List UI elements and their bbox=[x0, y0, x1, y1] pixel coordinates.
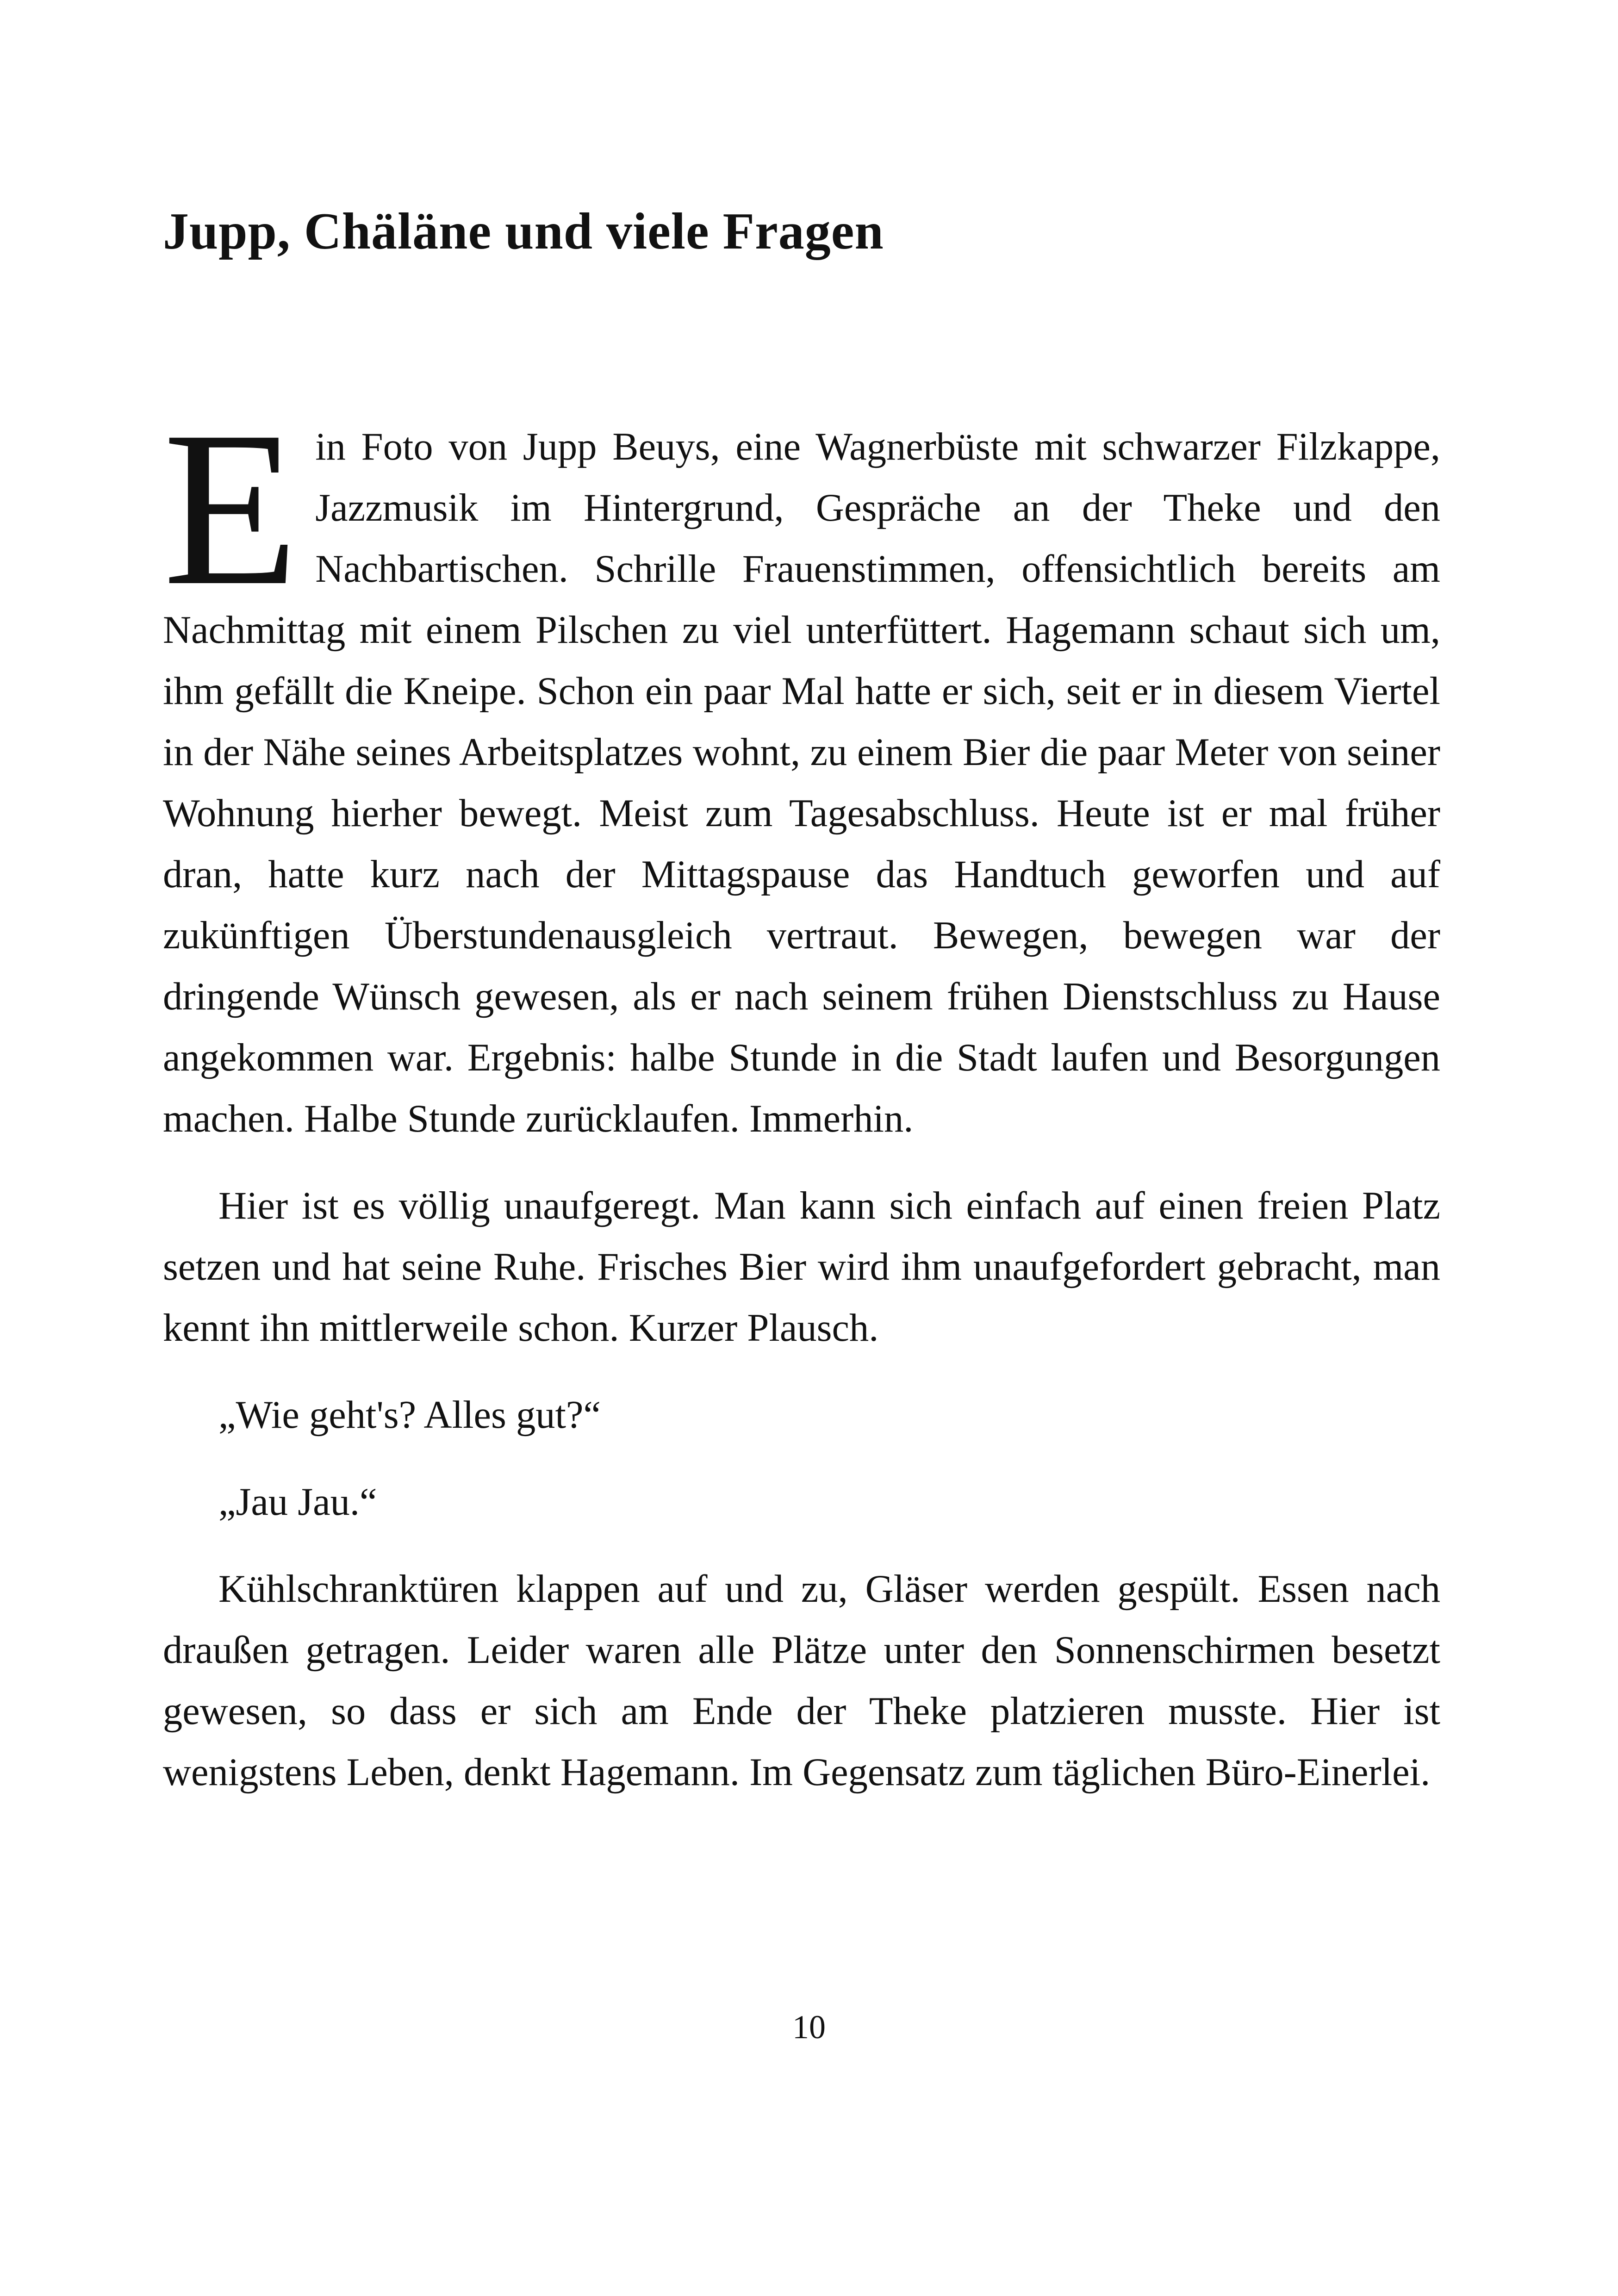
paragraph-5: Kühlschranktüren klappen auf und zu, Gläser werden gespült. Essen nach draußen getragen. Leider waren alle Plätze unter den Sonnenschirmen besetzt gewesen, so dass er sich am Ende der Theke platzieren musste. Hier ist wenigstens Leben, denkt Hagemann. Im Gegensatz zum täglichen Büro-Einerlei. bbox=[163, 1568, 1440, 1794]
page-number: 10 bbox=[792, 2009, 826, 2046]
paragraph-2: Hier ist es völlig unaufgeregt. Man kann sich einfach auf einen freien Platz setzen und hat seine Ruhe. Frisches Bier wird ihm unaufgefordert gebracht, man kennt ihn mittlerweile schon. Kurzer Plausch. bbox=[163, 1184, 1440, 1350]
dialogue-line-1: „Wie geht's? Alles gut?“ bbox=[218, 1394, 601, 1437]
paragraph-1 bbox=[163, 385, 1440, 1150]
chapter-body bbox=[163, 385, 1440, 1803]
chapter-title: Jupp, Chäläne und viele Fragen bbox=[163, 203, 884, 260]
paragraph-1-text: in Foto von Jupp Beuys, eine Wagnerbüste mit schwarzer Filzkappe, Jazzmusik im Hintergrund, Gespräche an der Theke und den Nachbartischen. Schrille Frauenstimmen, offensichtlich bereits am Nachmittag mit einem Pilschen zu viel unterfüttert. Hagemann schaut sich um, ihm gefällt die Kneipe. Schon ein paar Mal hatte er sich, seit er in diesem Viertel in der Nähe seines Arbeitsplatzes wohnt, zu einem Bier die paar Meter von seiner Wohnung hierher bewegt. Meist zum Tagesabschluss. Heute ist er mal früher dran, hatte kurz nach der Mittagspause das Handtuch geworfen und auf zukünftigen Überstundenausgleich vertraut. Bewegen, bewegen war der dringende Wünsch gewesen, als er nach seinem frühen Dienstschluss zu Hause angekommen war. Ergebnis: halbe Stunde in die Stadt laufen und Besorgungen machen. Halbe Stunde zurücklaufen. Immerhin. bbox=[163, 425, 1440, 1140]
dialogue-line-2: „Jau Jau.“ bbox=[218, 1481, 377, 1524]
drop-cap: E bbox=[163, 385, 299, 631]
